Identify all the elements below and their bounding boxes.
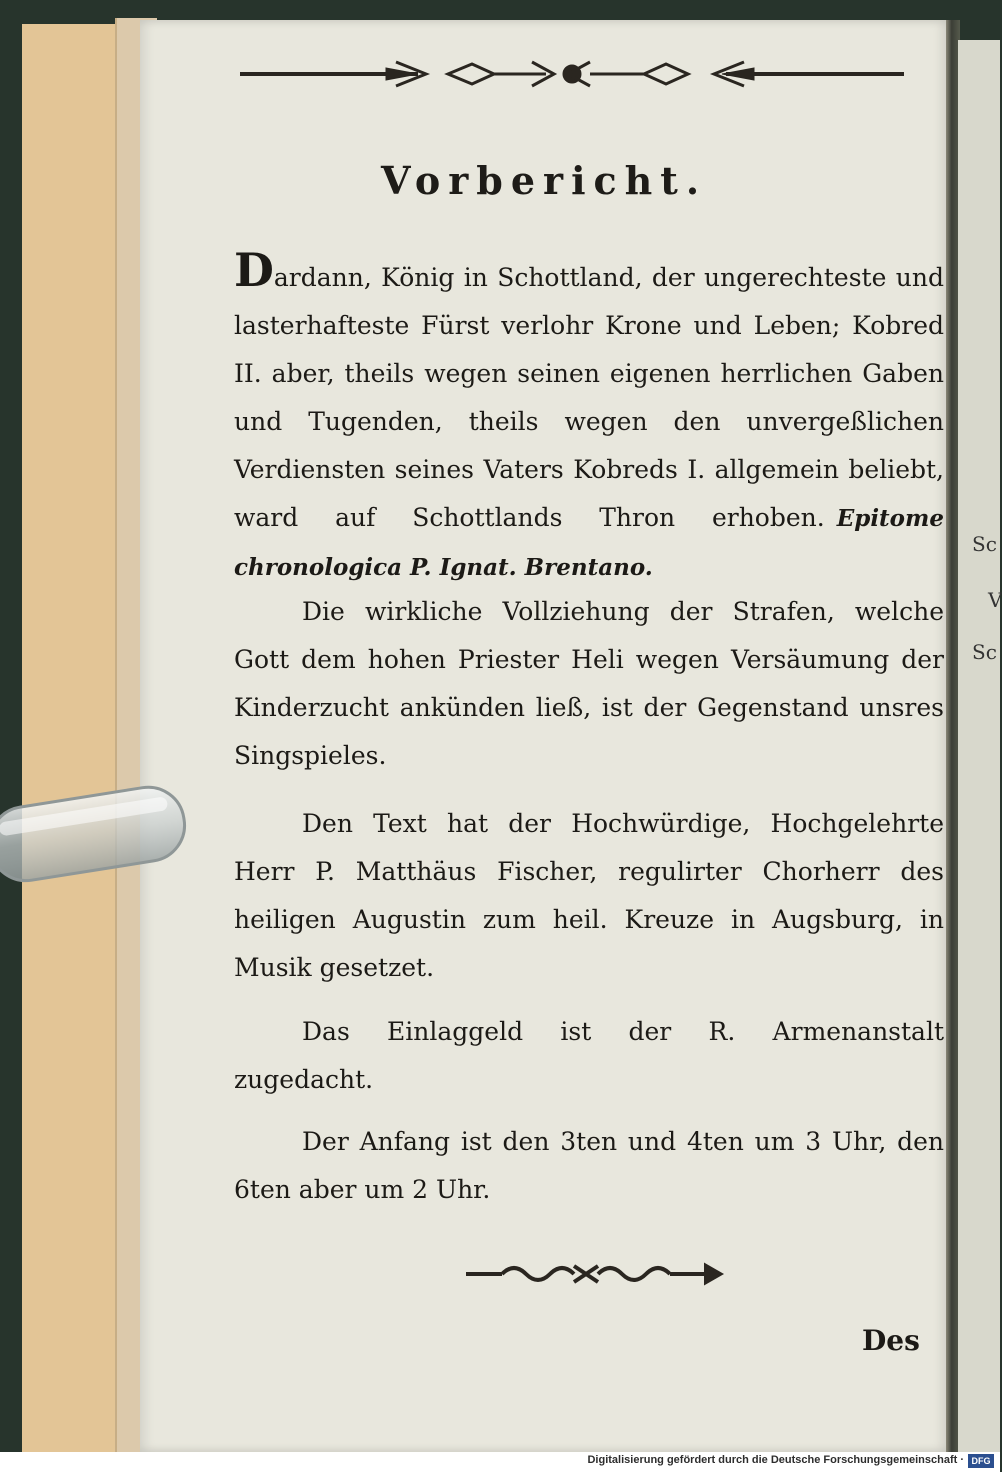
citation-epitome: Epitome chronologica P. Ignat. Brentano. <box>234 505 944 581</box>
paragraph-schedule <box>234 1118 944 1214</box>
page-heading: Vorbericht. <box>380 158 708 203</box>
catchword: Des <box>862 1324 920 1357</box>
paragraph-admission-text: Das Einlaggeld ist der R. Armenanstalt zugedacht. <box>234 1017 944 1094</box>
paragraph-schedule-text: Der Anfang ist den 3ten und 4ten um 3 Uhr, den 6ten aber um 2 Uhr. <box>234 1127 944 1204</box>
paragraph-intro-text: ardann, König in Schottland, der ungerechteste und lasterhafteste Fürst verlohr Krone und Leben; Kobred II. aber, theils wegen seinen eigenen herrlichen Gaben und Tugenden, theils wegen den unvergeßlichen Verdiensten seines Vaters Kobreds I. allgemein beliebt, ward auf Schottlands Thron erhoben. <box>234 263 944 532</box>
paragraph-subject-text: Die wirkliche Vollziehung der Strafen, welche Gott dem hohen Priester Heli wegen Versäumung der Kinderzucht ankünden ließ, ist der Gegenstand unsres Singspieles. <box>234 597 944 770</box>
paragraph-music <box>234 800 944 992</box>
paragraph-music-text: Den Text hat der Hochwürdige, Hochgelehrte Herr P. Matthäus Fischer, regulirter Chorherr des heiligen Augustin zum heil. Kreuze in Augsburg, in Musik gesetzet. <box>234 809 944 982</box>
facing-page-edge <box>958 40 1000 1452</box>
facing-page-fragment: Sc <box>972 532 997 556</box>
footer-credit: Digitalisierung gefördert durch die Deutsche Forschungsgemeinschaft · <box>587 1454 964 1466</box>
dfg-logo: DFG <box>968 1454 994 1468</box>
facing-page-fragment: V <box>988 588 1002 612</box>
bottom-ornament <box>462 1256 726 1292</box>
facing-page-fragment: Sc <box>972 640 997 664</box>
top-ornament <box>236 52 908 96</box>
paragraph-intro <box>234 243 944 592</box>
paragraph-subject <box>234 588 944 780</box>
paragraph-admission <box>234 1008 944 1104</box>
drop-capital: D <box>234 243 274 297</box>
digitization-footer <box>0 1452 1000 1472</box>
